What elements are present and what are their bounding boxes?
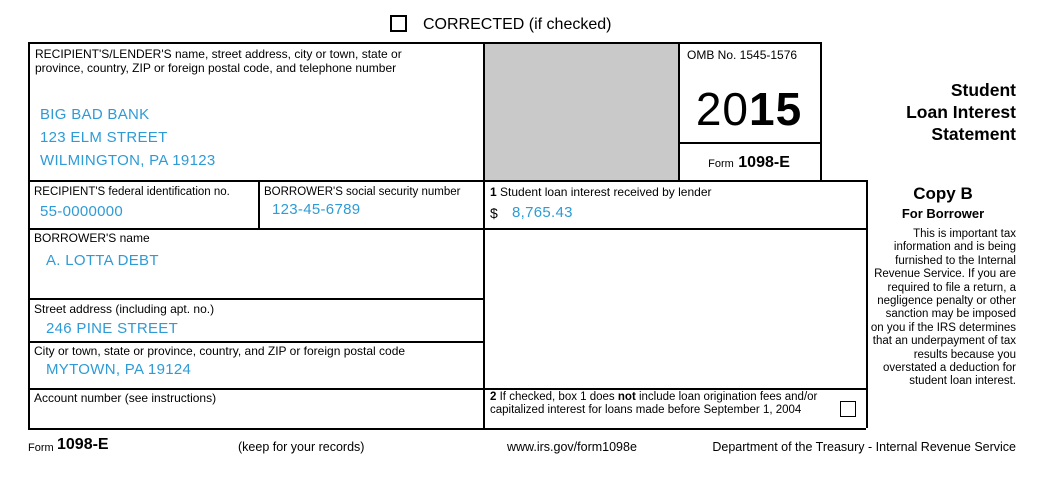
- recipient-tin-label: RECIPIENT'S federal identification no.: [34, 186, 230, 198]
- city-value: MYTOWN, PA 19124: [46, 361, 192, 378]
- grid-line: [866, 180, 868, 428]
- recipient-lender-label: RECIPIENT'S/LENDER'S name, street address, city or town, state or province, country, ZIP or foreign postal code, and telephone number: [35, 47, 402, 75]
- corrected-label: CORRECTED (if checked): [423, 16, 612, 33]
- borrower-ssn-value: 123-45-6789: [272, 201, 361, 218]
- form-title: [830, 79, 1016, 145]
- recipient-city-value: WILMINGTON, PA 19123: [40, 152, 216, 169]
- footer-form-word: Form: [28, 442, 54, 454]
- grid-line: [28, 228, 866, 230]
- box2-checkbox[interactable]: [840, 401, 856, 417]
- copy-b-subtitle: For Borrower: [901, 206, 985, 221]
- tax-year-prefix: 20: [695, 83, 749, 135]
- grid-line: [483, 42, 485, 428]
- box2-label: [490, 391, 830, 417]
- shaded-area: [484, 43, 678, 180]
- grid-line: [28, 428, 866, 430]
- footer-keep-note: (keep for your records): [238, 440, 365, 454]
- grid-line: [28, 298, 483, 300]
- omb-number-label: OMB No. 1545-1576: [687, 48, 798, 62]
- box1-number: 1: [490, 185, 497, 199]
- form-number-block: [678, 154, 820, 172]
- grid-line: [820, 42, 822, 180]
- grid-line: [28, 42, 30, 428]
- grid-line: [28, 180, 866, 182]
- box1-label-text: Student loan interest received by lender: [500, 185, 712, 199]
- recipient-tin-value: 55-0000000: [40, 203, 124, 220]
- tax-year-suffix: 15: [749, 83, 803, 135]
- form-title-line2: Loan Interest: [906, 102, 1016, 122]
- box2-bold-word: not: [617, 391, 636, 403]
- grid-line: [28, 42, 820, 44]
- form-number: 1098-E: [738, 154, 790, 171]
- footer-url: www.irs.gov/form1098e: [507, 440, 637, 454]
- box2-text-before: If checked, box 1 does: [499, 391, 615, 403]
- tax-year: [678, 84, 820, 134]
- account-number-label: Account number (see instructions): [34, 391, 217, 405]
- recipient-name-value: BIG BAD BANK: [40, 106, 150, 123]
- form-title-line3: Statement: [931, 124, 1016, 144]
- corrected-checkbox[interactable]: [390, 15, 407, 32]
- box2-text-after: include loan origination fees and/or capitalized interest for loans made before September 1, 2004: [490, 391, 818, 416]
- form-title-line1: Student: [950, 80, 1016, 100]
- footer-department: Department of the Treasury - Internal Revenue Service: [712, 440, 1016, 454]
- recipient-street-value: 123 ELM STREET: [40, 129, 168, 146]
- form-word: Form: [708, 158, 734, 170]
- grid-line: [28, 341, 483, 343]
- recipient-lender-address: [40, 103, 216, 172]
- grid-line: [678, 142, 820, 144]
- footer-form-number: 1098-E: [57, 436, 109, 453]
- city-label: City or town, state or province, country, and ZIP or foreign postal code: [34, 344, 406, 358]
- street-address-value: 246 PINE STREET: [46, 320, 179, 337]
- box1-dollar-sign: $: [490, 205, 498, 221]
- box1-label: [490, 186, 860, 200]
- copy-b-column: [870, 184, 1016, 389]
- copy-b-title: Copy B: [913, 184, 973, 203]
- grid-line: [258, 180, 260, 228]
- borrower-ssn-label: BORROWER'S social security number: [264, 186, 461, 198]
- copy-b-instructions: This is important tax information and is being furnished to the Internal Revenue Service. If you are required to file a return, a negligence penalty or other sanction may be imposed on you if the IRS determines that an underpayment of tax results because you overstated a deduction for student loan interest.: [870, 228, 1016, 388]
- grid-line: [28, 388, 866, 390]
- borrower-name-value: A. LOTTA DEBT: [46, 252, 159, 269]
- borrower-name-label: BORROWER'S name: [34, 231, 150, 245]
- street-address-label: Street address (including apt. no.): [34, 302, 215, 316]
- box2-number: 2: [490, 391, 497, 403]
- box1-value: 8,765.43: [512, 204, 573, 221]
